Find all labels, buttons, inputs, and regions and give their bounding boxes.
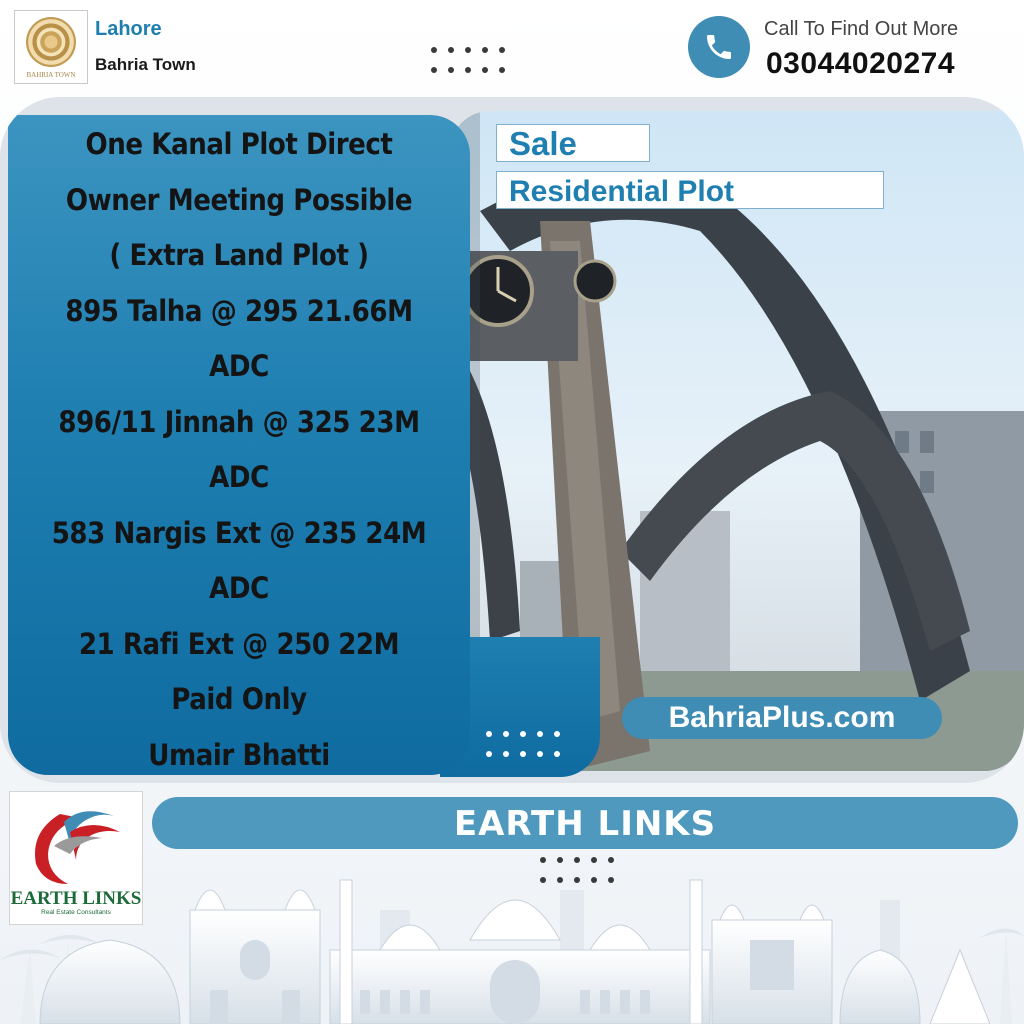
city-name: Lahore: [95, 18, 162, 40]
description-line: ADC: [209, 460, 269, 494]
property-type-tag: Residential Plot: [496, 171, 884, 209]
listing-description: [31, 117, 447, 783]
call-label: Call To Find Out More: [764, 18, 959, 40]
phone-icon[interactable]: [688, 16, 750, 78]
description-line: 583 Nargis Ext @ 235 24M: [51, 515, 427, 550]
website-badge[interactable]: BahriaPlus.com: [622, 697, 942, 739]
description-line: 895 Talha @ 295 21.66M: [65, 293, 413, 328]
company-name: EARTH LINKS: [152, 797, 1018, 849]
area-name: Bahria Town: [95, 55, 196, 74]
logo-title: EARTH LINKS: [10, 888, 142, 909]
logo-subtitle: Real Estate Consultants: [41, 909, 111, 916]
description-line: One Kanal Plot Direct: [85, 127, 393, 161]
description-line: Umair Bhatti: [148, 737, 330, 772]
description-line: 896/11 Jinnah @ 325 23M: [58, 404, 420, 439]
description-line: ADC: [209, 349, 269, 383]
bahria-town-logo: [14, 10, 88, 84]
description-line: Paid Only: [171, 682, 307, 716]
phone-number[interactable]: 03044020274: [766, 47, 956, 80]
description-line: ADC: [209, 571, 269, 605]
decorative-dots: [431, 47, 505, 73]
description-line: 21 Rafi Ext @ 250 22M: [78, 626, 400, 661]
description-line: ( Extra Land Plot ): [109, 238, 369, 272]
bahria-emblem-icon: [26, 17, 76, 67]
logo-caption: BAHRIA TOWN: [26, 71, 76, 79]
description-line: Owner Meeting Possible: [65, 182, 413, 217]
decorative-dots: [486, 731, 560, 757]
purpose-tag: Sale: [496, 124, 650, 162]
lahore-skyline-illustration: [0, 840, 1024, 1024]
